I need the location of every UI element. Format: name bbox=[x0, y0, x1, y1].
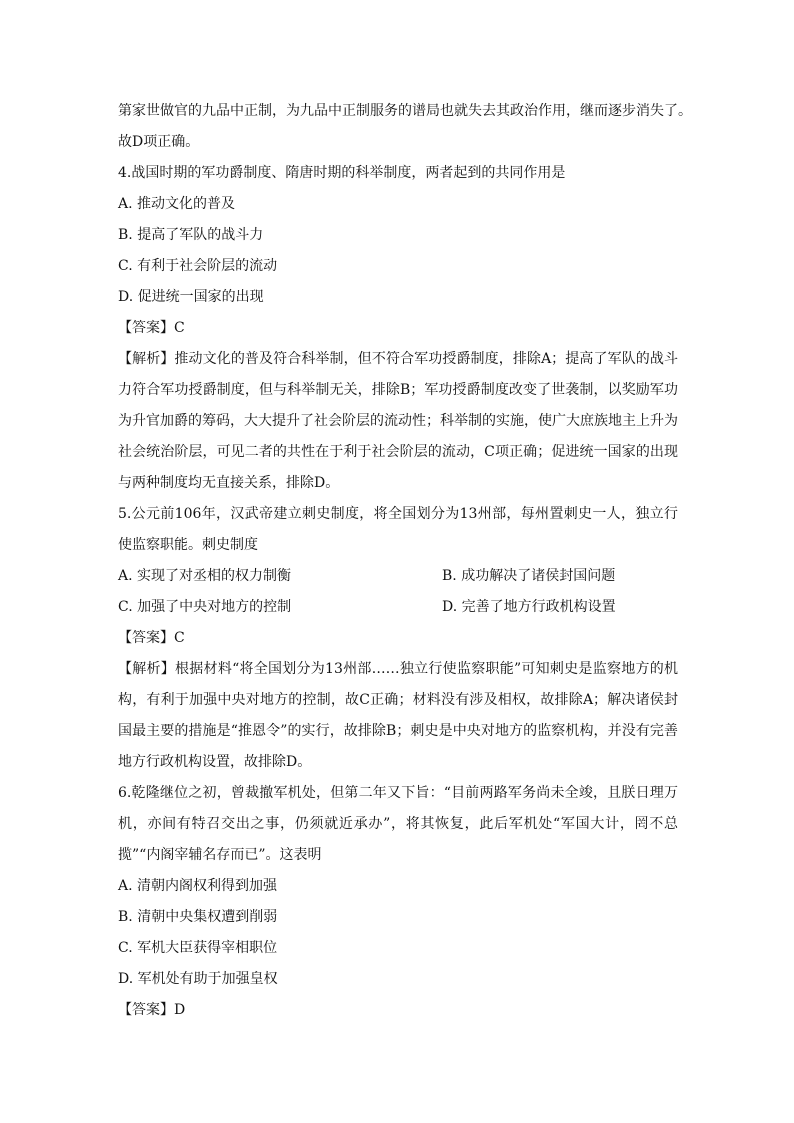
intro-line-2: 故D项正确。 bbox=[118, 134, 200, 150]
question-4-option-c: C. 有利于社会阶层的流动 bbox=[118, 258, 278, 274]
page-content bbox=[118, 96, 692, 1026]
question-5-options-row-1 bbox=[118, 561, 678, 592]
question-6-option-c: C. 军机大臣获得宰相职位 bbox=[118, 940, 278, 956]
question-4-analysis: 【解析】推动文化的普及符合科举制，但不符合军功授爵制度，排除A；提高了军队的战斗力符合军功授爵制度，但与科举制无关，排除B；军功授爵制度改变了世袭制，以奖励军功为升官加爵的筹码，大大提升了社会阶层的流动性；科举制的实施，使广大庶族地主上升为社会统治阶层，可见二者的共性在于利于社会阶层的流动，C项正确；促进统一国家的出现与两种制度均无直接关系，排除D。 bbox=[118, 351, 678, 491]
question-5-option-c: C. 加强了中央对地方的控制 bbox=[118, 599, 292, 615]
question-5-stem: 5.公元前106年，汉武帝建立刺史制度，将全国划分为13州部，每州置刺史一人，独立行使监察职能。刺史制度 bbox=[118, 506, 678, 553]
question-4-option-d: D. 促进统一国家的出现 bbox=[118, 289, 264, 305]
question-6-stem: 6.乾隆继位之初，曾裁撤军机处，但第二年又下旨：“目前两路军务尚未全竣，且朕日理万机，亦间有特召交出之事，仍须就近承办”，将其恢复，此后军机处“军国大计，罔不总揽”“内阁宰辅名存而已”。这表明 bbox=[118, 785, 678, 863]
question-5-option-b: B. 成功解决了诸侯封国问题 bbox=[442, 568, 616, 584]
intro-line-1: 第家世做官的九品中正制，为九品中正制服务的谱局也就失去其政治作用，继而逐步消失了。 bbox=[118, 103, 692, 119]
question-5-options-row-2 bbox=[118, 592, 678, 623]
question-5-analysis: 【解析】根据材料“将全国划分为13州部……独立行使监察职能”可知刺史是监察地方的机构，有利于加强中央对地方的控制，故C正确；材料没有涉及相权，故排除A；解决诸侯封国最主要的措施是“推恩令”的实行，故排除B；刺史是中央对地方的监察机构，并没有完善地方行政机构设置，故排除D。 bbox=[118, 661, 678, 770]
question-5-option-d: D. 完善了地方行政机构设置 bbox=[442, 599, 616, 615]
question-6-option-b: B. 清朝中央集权遭到削弱 bbox=[118, 909, 278, 925]
question-4-option-b: B. 提高了军队的战斗力 bbox=[118, 227, 264, 243]
question-5-option-a: A. 实现了对丞相的权力制衡 bbox=[118, 568, 292, 584]
question-4-stem: 4.战国时期的军功爵制度、隋唐时期的科举制度，两者起到的共同作用是 bbox=[118, 165, 566, 181]
question-4-answer: 【答案】C bbox=[118, 320, 185, 336]
question-6-answer: 【答案】D bbox=[118, 1002, 186, 1018]
question-4-option-a: A. 推动文化的普及 bbox=[118, 196, 236, 212]
question-5-answer: 【答案】C bbox=[118, 630, 185, 646]
question-6-option-a: A. 清朝内阁权利得到加强 bbox=[118, 878, 278, 894]
question-6-option-d: D. 军机处有助于加强皇权 bbox=[118, 971, 278, 987]
